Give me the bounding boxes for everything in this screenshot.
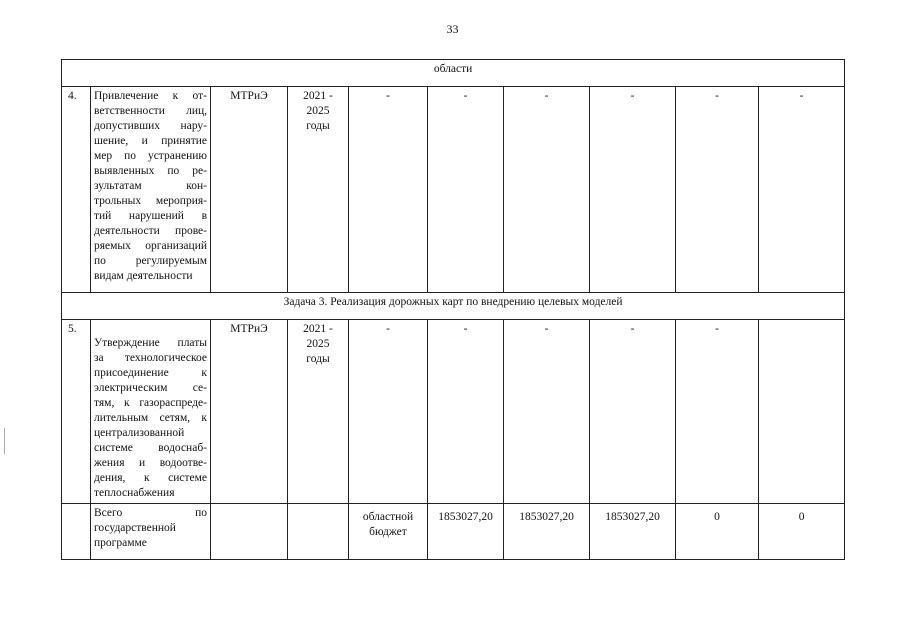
total-value: 0	[759, 504, 845, 560]
total-value: 1853027,20	[504, 504, 590, 560]
measure-name: Утверждение платы за технологическое присоединение к электрическим се- тям, к газораспреде- лительным сетям, к централизованной системе водоснаб- жения и водоотве- дения, к системе теплоснабжения	[91, 320, 211, 504]
cell-year: -	[590, 320, 676, 504]
cell-year: -	[504, 87, 590, 293]
total-value: 0	[676, 504, 759, 560]
program-table	[61, 59, 845, 560]
cell-year	[759, 320, 845, 504]
row-number: 5.	[62, 320, 91, 504]
scan-artifact-line	[4, 428, 5, 454]
cell-year: -	[590, 87, 676, 293]
cell-source: -	[349, 87, 428, 293]
period: 2021 - 2025 годы	[288, 87, 349, 293]
measure-name: Привлечение к от- ветственности лиц, допустивших нару- шение, и принятие мер по устранению выявленных по ре- зультатам кон- трольных мероприя- тий нарушений в деятельности прове- ряемых организаций по регулируемым видам деятельности	[91, 87, 211, 293]
executor: МТРиЭ	[211, 320, 288, 504]
total-value: 1853027,20	[590, 504, 676, 560]
cell-year: -	[676, 87, 759, 293]
cell-year: -	[676, 320, 759, 504]
region-header-cell: области	[62, 60, 845, 87]
row-number	[62, 504, 91, 560]
cell-source: -	[349, 320, 428, 504]
executor	[211, 504, 288, 560]
executor: МТРиЭ	[211, 87, 288, 293]
total-label: Всего по государственной программе	[91, 504, 211, 560]
cell-year: -	[759, 87, 845, 293]
task-header-row	[62, 293, 845, 320]
total-value: 1853027,20	[428, 504, 504, 560]
task-header-cell: Задача 3. Реализация дорожных карт по внедрению целевых моделей	[62, 293, 845, 320]
page-number: 33	[446, 22, 459, 36]
row-number: 4.	[62, 87, 91, 293]
table-row-4	[62, 87, 845, 293]
region-header-row	[62, 60, 845, 87]
table-row-5	[62, 320, 845, 504]
period	[288, 504, 349, 560]
total-row	[62, 504, 845, 560]
cell-year: -	[504, 320, 590, 504]
cell-total: -	[428, 320, 504, 504]
funding-source: областной бюджет	[349, 504, 428, 560]
cell-total: -	[428, 87, 504, 293]
period: 2021 - 2025 годы	[288, 320, 349, 504]
